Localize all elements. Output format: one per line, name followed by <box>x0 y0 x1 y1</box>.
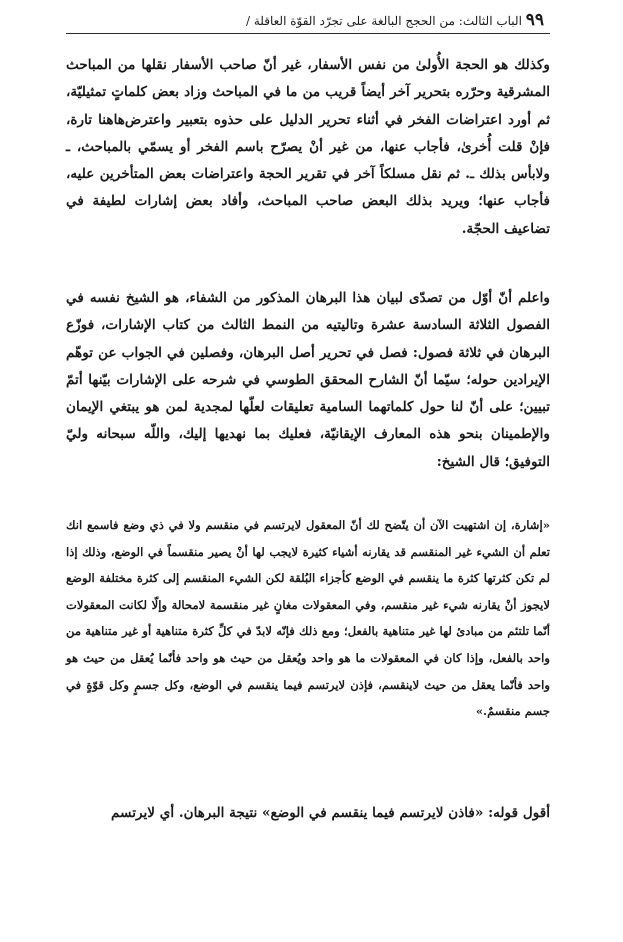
header-rule <box>66 33 550 34</box>
running-title: الباب الثالث: من الحجج البالغة على تجرّد القوّة العاقلة / <box>245 14 522 28</box>
paragraph: وكذلك هو الحجة الأُولىٰ من نفس الأسفار، غير أنّ صاحب الأسفار نقلها من المباحث المشرقية وحرّره بتحرير آخر أيضاً قريب من ما في المباحث وزاد بعض كلماتٍ تمثيليّة، ثم أورد اعتراضات الفخر في أثناء تحرير الدليل على حذوه بتعبير واعترض‌هاهنا تارة، فإنْ قلت أُخرىٰ، فأجاب عنها، من غير أنْ يصرّح باسم الفخر أو يسمّي بالمباحث، ـ ولابأس بذلك ـ. ثم نقل مسلكاً آخر في تقرير الحجة واعتراضات بعض المتأخرين عليه، فأجاب عنها؛ ويريد بذلك البعض صاحب المباحث، وأفاد بعض إشارات لطيفة في تضاعيف الحجّة. <box>66 57 550 237</box>
block-quote: «إشارة، إن اشتهيت الآن أن يتّضح لك أنّ المعقول لايرتسم في منقسم ولا في ذي وضع فاسمع انك تعلم أن الشيء غير المنقسم قد يقارنه أشياء كثيرة لايجب لها أنْ يصير منقسماً في الوضع، وذلك إذا لم تكن كثرتها كثرة ما ينقسم في الوضع كأجزاء البُلقة لكن الشيء المنقسم إلى كثرة مختلفة الوضع لايجوز أنْ يقارنه شيء غير منقسم، وفي المعقولات مغانٍ غير منقسمة لامحالة وإلّا لكانت المعقولات أنّما تلتئم من مبادئ لها غير متناهية بالفعل؛ ومع ذلك فإنّه لابدّ في كلِّ كثرة متناهية أو غير متناهية من واحد بالفعل، وإذا كان في المعقولات ما هو واحد ويُعقل من حيث هو واحد فأنّما يُعقل من حيث هو واحد فأنّما يعقل من حيث لاينقسم، فإذن لايرتسم فيما ينقسم في الوضع، وكل جسمٍ وكل قوّةٍ في جسم منقسمٌ.» <box>66 518 550 719</box>
paragraph: واعلم أنّ أوّل من تصدّى لبيان هذا البرهان المذكور من الشفاء، هو الشيخ نفسه في الفصول الثلاثة السادسة عشرة وتاليتيه من النمط الثالث من كتاب الإشارات، فوزّع البرهان في ثلاثة فصول: فصل في تحرير أصل البرهان، وفصلين في الجواب عن توهّم الإيرادين حوله؛ سيّما أنّ الشارح المحقق الطوسي في شرحه على الإشارات بيّنها أتمّ تبيين؛ على أنّ لنا حول كلماتهما السامية تعليقات لعلّها لمجدية لمن هو يبتغي الإيمان والإطمينان بنحو هذه المعارف الإيقانيّة، فعليك بما نهديها إليك، واللّه سبحانه وليّ التوفيق؛ قال الشيخ: <box>66 290 550 470</box>
paragraph: أقول قوله: «فاذن لايرتسم فيما ينقسم في الوضع» نتيجة البرهان. أي لايرتسم <box>111 805 550 821</box>
page-number: ٩٩ <box>525 11 544 30</box>
running-header <box>66 11 550 30</box>
